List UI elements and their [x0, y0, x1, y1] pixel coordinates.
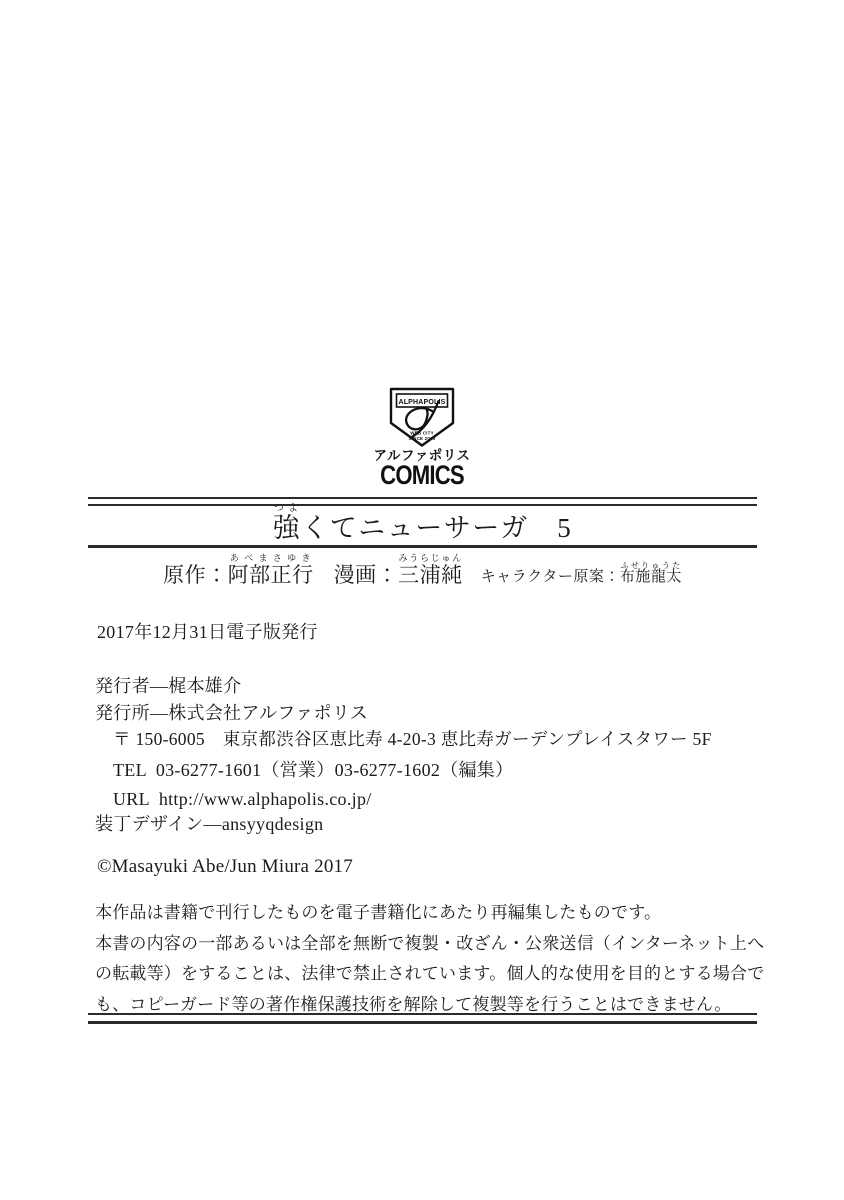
manga-artist — [398, 553, 463, 587]
title-furigana: つよ — [272, 503, 302, 514]
original-label: 原作： — [163, 563, 228, 587]
brand-name-japanese: アルファポリス — [373, 448, 471, 463]
brand-name-comics: COMICS — [380, 459, 464, 490]
legal-notice — [95, 898, 767, 1020]
publisher-url: URL http://www.alphapolis.co.jp/ — [113, 789, 372, 809]
badge-wordmark: ALPHAPOLIS — [398, 398, 446, 406]
badge-webcity-text: WEB CITY — [410, 430, 434, 436]
legal-notice-line: 本書の内容の一部あるいは全部を無断で複製・改ざん・公衆送信（インターネット上へ — [95, 933, 765, 953]
cover-design-credit: 装丁デザイン―ansyyqdesign — [95, 814, 324, 834]
original-author-furigana: あべまさゆき — [227, 553, 314, 563]
title-ruby — [272, 503, 302, 543]
original-author-name: 阿部正行 — [227, 563, 314, 587]
character-design-label: キャラクター原案： — [480, 569, 620, 585]
title-kanji: 強 — [272, 513, 302, 543]
legal-notice-line: も、コピーガード等の著作権保護技術を解除して複製等を行うことはできません。 — [95, 994, 732, 1014]
legal-notice-line: の転載等）をすることは、法律で禁止されています。個人的な使用を目的とする場合で — [95, 964, 765, 983]
book-title — [273, 503, 572, 545]
character-designer-furigana: ふせりゅうた — [619, 561, 682, 570]
legal-notice-line: 本作品は書籍で刊行したものを電子書籍化にあたり再編集したものです。 — [95, 903, 662, 922]
credit-original-and-manga — [163, 553, 463, 588]
divider-bottom-outer — [88, 1021, 757, 1024]
original-author — [227, 553, 314, 587]
publication-date: 2017年12月31日電子版発行 — [97, 622, 318, 642]
badge-since-text: SINCE 2000 — [408, 435, 436, 441]
credit-character-design — [481, 561, 682, 588]
credits-band — [88, 546, 757, 588]
character-designer — [619, 561, 682, 585]
publisher-address: 〒 150-6005 東京都渋谷区恵比寿 4-20-3 恵比寿ガーデンプレイスタワー 5F — [113, 729, 712, 749]
title-rest: くてニューサーガ 5 — [301, 513, 573, 543]
publisher-logo — [0, 386, 844, 489]
copyright-notice: ©Masayuki Abe/Jun Miura 2017 — [97, 856, 353, 877]
manga-artist-furigana: みうらじゅん — [398, 553, 463, 563]
publisher-phone: TEL 03-6277-1601（営業）03-6277-1602（編集） — [113, 760, 514, 780]
title-band — [88, 496, 757, 545]
character-designer-name: 布施龍太 — [619, 569, 682, 585]
manga-artist-name: 三浦純 — [398, 563, 463, 587]
publisher-company: 発行所―株式会社アルファポリス — [95, 703, 369, 723]
alphapolis-shield-icon — [388, 386, 456, 448]
publisher-person: 発行者―梶本雄介 — [95, 676, 242, 696]
manga-label: 漫画： — [333, 563, 399, 587]
